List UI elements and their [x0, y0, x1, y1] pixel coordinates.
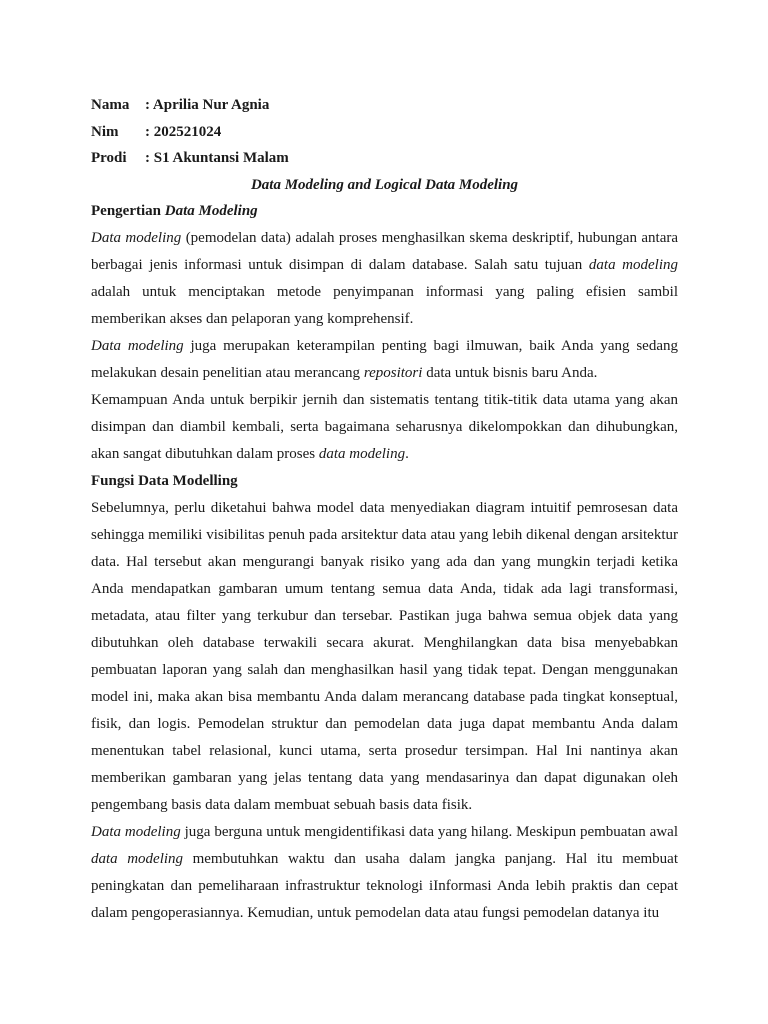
paragraph-function: Sebelumnya, perlu diketahui bahwa model data menyediakan diagram intuitif pemrosesan data sehingga memiliki visibilitas penuh pada arsitektur data atau yang lebih dikenal dengan arsitektur data. Hal tersebut akan mengurangi banyak risiko yang ada dan yang mungkin terjadi ketika Anda mendapatkan gambaran umum tentang semua data Anda, tidak ada lagi transformasi, metadata, atau filter yang terkubur dan tersebar. Pastikan juga bahwa semua objek data yang dibutuhkan oleh database terwakili secara akurat. Menghilangkan data bisa menyebabkan pembuatan laporan yang salah dan menghasilkan hasil yang tidak tepat. Dengan menggunakan model ini, maka akan bisa membantu Anda dalam merancang database pada tingkat konseptual, fisik, dan logis. Pemodelan struktur dan pemodelan data juga dapat membantu Anda dalam menentukan tabel relasional, kunci utama, serta prosedur tersimpan. Hal Ini nantinya akan memberikan gambaran yang jelas tentang data yang mendasarinya dan dapat digunakan oleh pengembang basis data dalam membuat sebuah basis data fisik.	[91, 500, 678, 813]
italic-term: repositori	[363, 365, 423, 381]
paragraph-text: adalah untuk menciptakan metode penyimpanan informasi yang paling efisien sambil memberikan akses dan pelaporan yang komprehensif.	[91, 284, 678, 327]
nama-row	[91, 92, 678, 119]
section-heading-pengertian	[91, 198, 678, 225]
section-heading-fungsi: Fungsi Data Modelling	[91, 473, 238, 489]
paragraph-ability	[91, 387, 678, 468]
paragraph-text: (pemodelan data) adalah proses menghasilkan skema deskriptif, hubungan antara berbagai jenis informasi untuk disimpan di dalam database. Salah satu tujuan	[91, 230, 679, 273]
prodi-label: Prodi	[91, 150, 127, 166]
paragraph-text: juga merupakan keterampilan penting bagi ilmuwan, baik Anda yang sedang melakukan desain penelitian atau merancang	[91, 338, 678, 381]
heading-term: Data Modeling	[164, 203, 258, 219]
paragraph-missing-data	[91, 819, 678, 927]
italic-term: Data modeling	[91, 338, 184, 354]
italic-term: data modeling	[588, 257, 678, 273]
paragraph-definition	[91, 225, 678, 333]
italic-term: Data modeling	[91, 824, 181, 840]
italic-term: data modeling	[91, 851, 184, 867]
nim-row	[91, 119, 678, 146]
paragraph-skill	[91, 333, 678, 387]
italic-term: Data modeling	[91, 230, 182, 246]
prodi-row	[91, 145, 678, 172]
nim-value: : 202521024	[145, 123, 222, 140]
nim-label: Nim	[91, 123, 119, 140]
paragraph-text: Kemampuan Anda untuk berpikir jernih dan sistematis tentang titik-titik data utama yang akan disimpan dan diambil kembali, serta bagaimana seharusnya dikelompokkan dan dihubungkan, akan sangat dibutuhkan dalam proses	[91, 392, 678, 462]
paragraph-text: .	[405, 446, 409, 462]
prodi-value: : S1 Akuntansi Malam	[145, 150, 289, 166]
paragraph-text: data untuk bisnis baru Anda.	[422, 365, 598, 381]
heading-prefix: Pengertian	[91, 203, 165, 219]
nama-value: : Aprilia Nur Agnia	[145, 97, 270, 113]
document-title: Data Modeling and Logical Data Modeling	[250, 176, 519, 193]
italic-term: data modeling	[318, 446, 406, 462]
nama-label: Nama	[91, 97, 130, 113]
paragraph-text: juga berguna untuk mengidentifikasi data yang hilang. Meskipun pembuatan awal	[180, 824, 678, 840]
paragraph-text: membutuhkan waktu dan usaha dalam jangka panjang. Hal itu membuat peningkatan dan pemeliharaan infrastruktur teknologi iInformasi Anda lebih praktis dan cepat dalam pengoperasiannya. Kemudian, untuk pemodelan data atau fungsi pemodelan datanya itu	[91, 851, 678, 921]
